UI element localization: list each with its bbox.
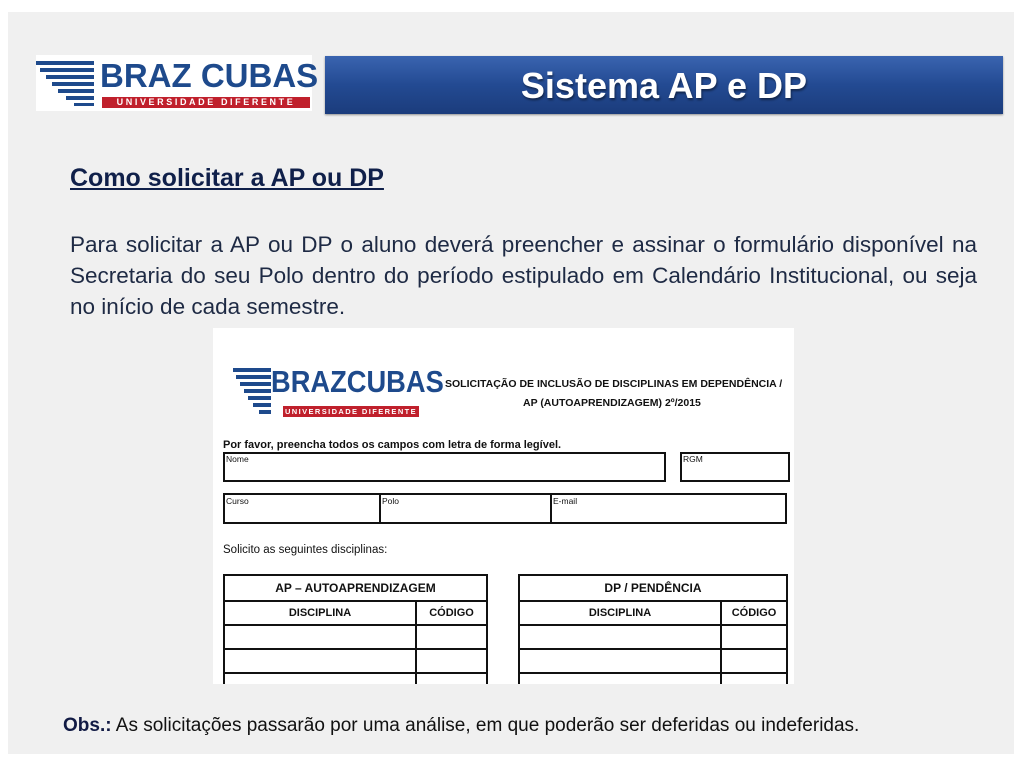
table-row xyxy=(224,673,487,684)
table-row xyxy=(224,625,487,649)
obs-note xyxy=(63,715,859,737)
title-bar xyxy=(325,56,1003,114)
slide-title: Sistema AP e DP xyxy=(520,65,808,106)
form-logo-stripes-icon xyxy=(233,366,273,416)
polo-label: Polo xyxy=(382,496,400,506)
curso-polo-email-row xyxy=(223,493,787,524)
ap-table-title: AP – AUTOAPRENDIZAGEM xyxy=(224,575,487,601)
form-title-line1: SOLICITAÇÃO DE INCLUSÃO DE DISCIPLINAS EM DEPENDÊNCIA / xyxy=(445,378,783,390)
email-label: E-mail xyxy=(553,496,578,506)
section-paragraph: Para solicitar a AP ou DP o aluno deverá preencher e assinar o formulário disponível na Secretaria do seu Polo dentro do período estipulado em Calendário Institucional, ou seja no início de cada semestre. xyxy=(70,232,977,319)
table-row xyxy=(519,649,787,673)
form-image xyxy=(213,328,794,684)
dp-col-codigo: CÓDIGO xyxy=(721,601,787,625)
table-row xyxy=(519,625,787,649)
obs-text: As solicitações passarão por uma análise, em que poderão ser deferidas ou indeferidas. xyxy=(111,715,860,736)
form-logo xyxy=(233,360,444,420)
form-logo-tagline: UNIVERSIDADE DIFERENTE xyxy=(284,407,418,416)
rgm-label: RGM xyxy=(683,454,703,464)
table-row xyxy=(519,673,787,684)
section-heading: Como solicitar a AP ou DP xyxy=(70,164,384,192)
dp-col-disciplina: DISCIPLINA xyxy=(519,601,721,625)
ap-col-disciplina: DISCIPLINA xyxy=(224,601,416,625)
polo-divider xyxy=(379,495,381,522)
curso-label: Curso xyxy=(226,496,249,506)
ap-col-codigo: CÓDIGO xyxy=(416,601,487,625)
nome-label: Nome xyxy=(226,454,249,464)
dp-table-title: DP / PENDÊNCIA xyxy=(519,575,787,601)
dp-table xyxy=(518,574,788,684)
obs-label: Obs.: xyxy=(63,715,112,736)
solicito-text: Solicito as seguintes disciplinas: xyxy=(223,544,388,556)
ap-table xyxy=(223,574,488,684)
form-logo-name: BRAZCUBAS xyxy=(271,364,444,399)
form-title-line2: AP (AUTOAPRENDIZAGEM) 2º/2015 xyxy=(523,397,701,409)
braz-cubas-logo xyxy=(36,55,319,111)
logo-name: BRAZ CUBAS xyxy=(100,57,319,94)
logo-tagline: UNIVERSIDADE DIFERENTE xyxy=(102,97,310,108)
form-instruction: Por favor, preencha todos os campos com letra de forma legível. xyxy=(223,439,562,451)
logo-stripes-icon xyxy=(36,59,96,107)
email-divider xyxy=(550,495,552,522)
nome-field xyxy=(223,452,666,482)
table-row xyxy=(224,649,487,673)
rgm-field xyxy=(680,452,790,482)
